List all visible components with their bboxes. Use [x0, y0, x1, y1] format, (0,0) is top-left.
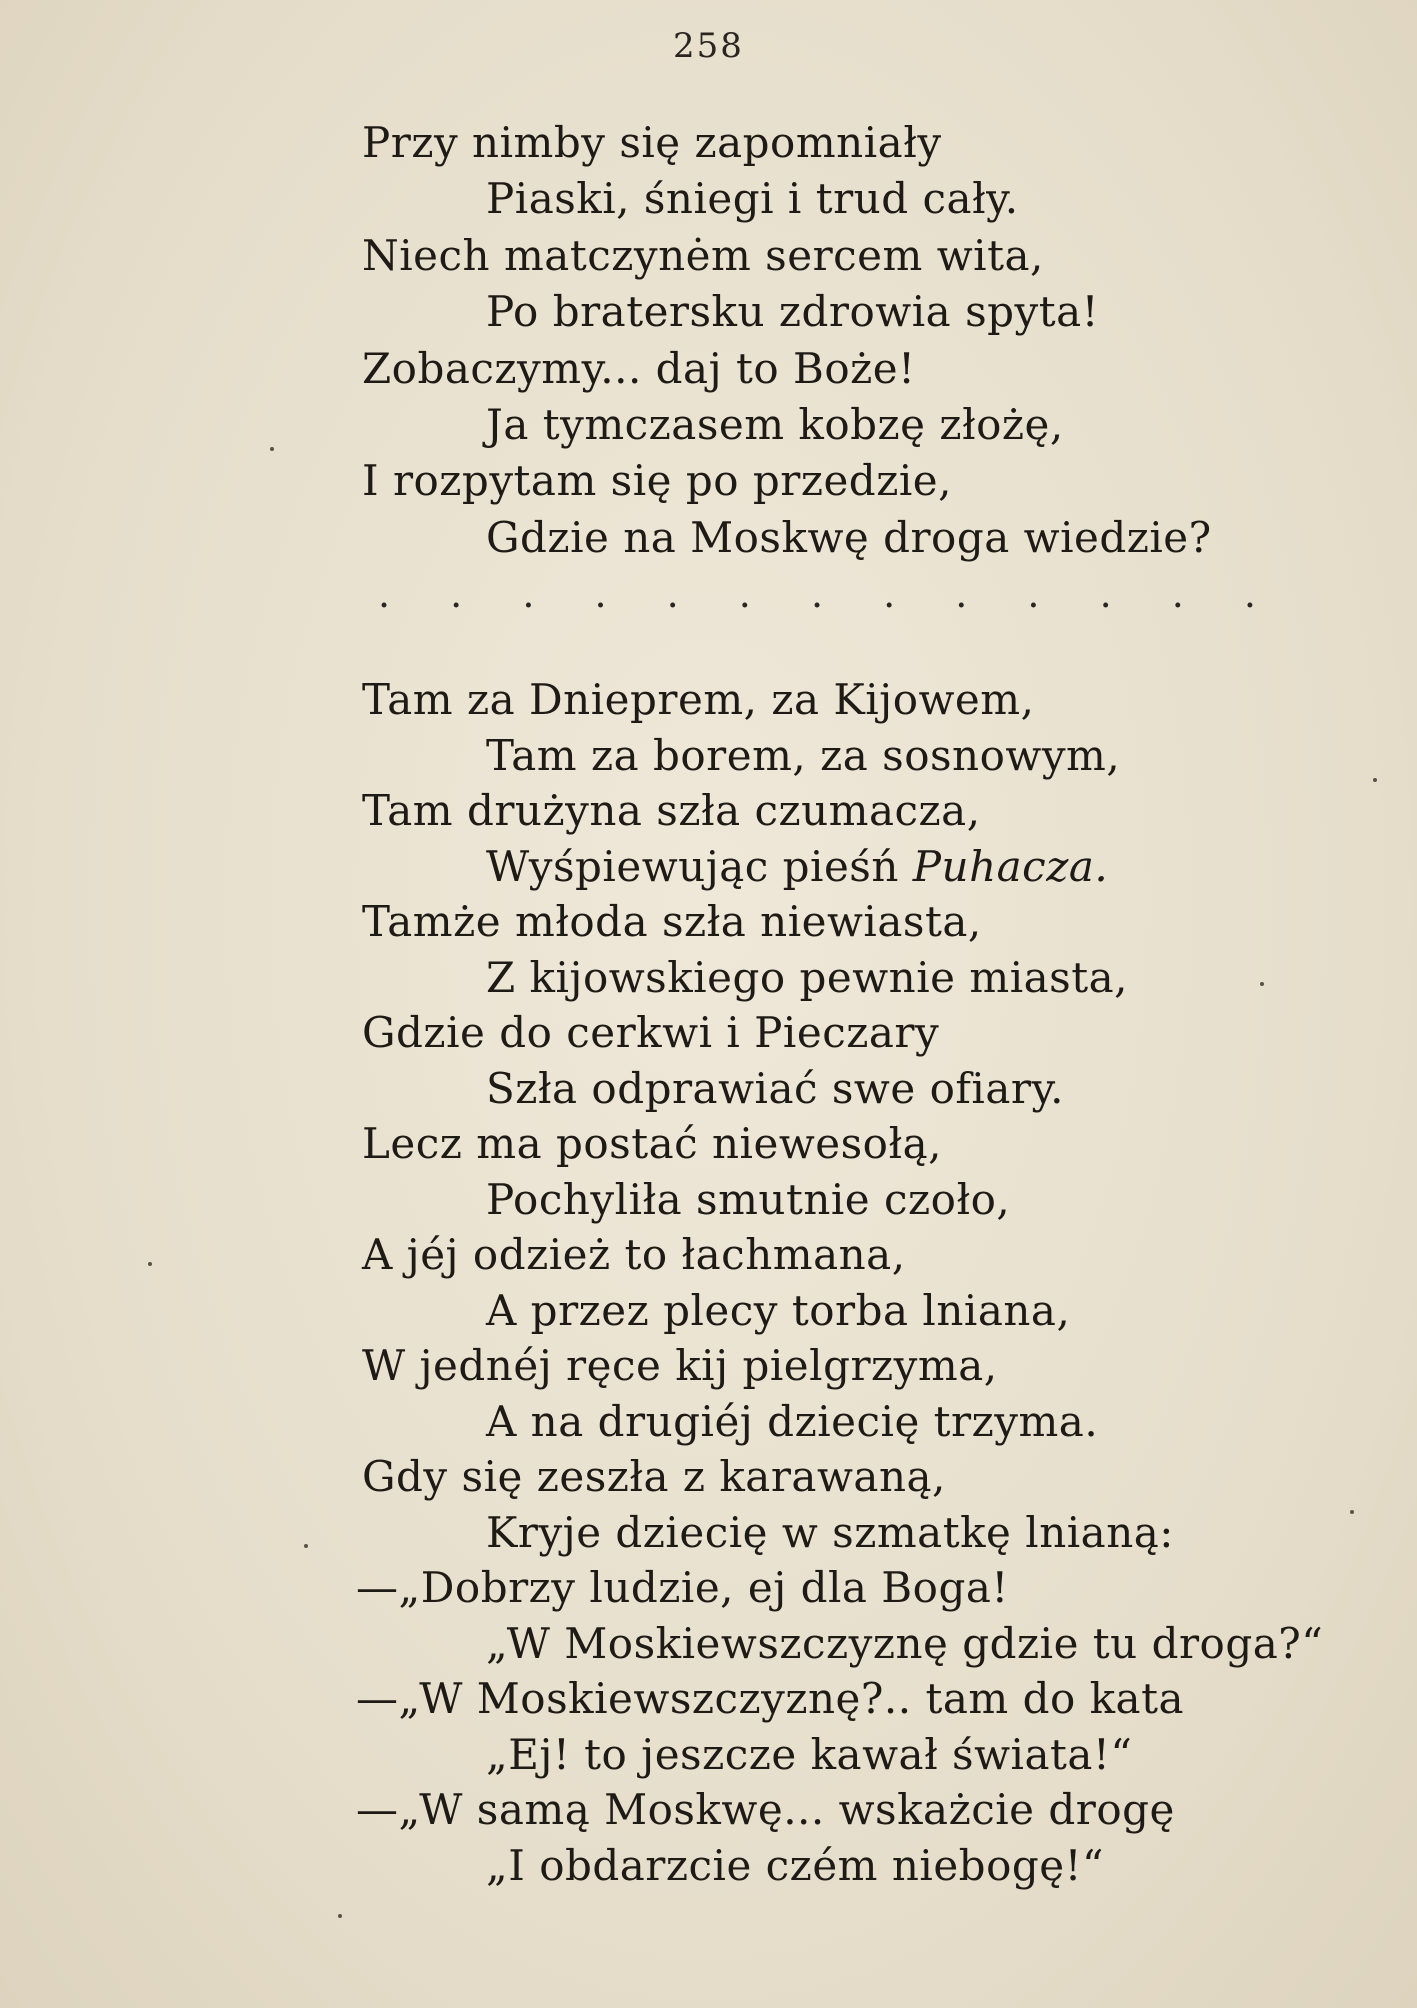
stanza-2 [356, 672, 1382, 1893]
verse-line [362, 1227, 1382, 1283]
verse-line [362, 341, 1382, 397]
verse-line-text: Tam za borem, za sosnowym, [486, 730, 1121, 780]
verse-line [362, 783, 1382, 839]
verse-line-text: Szła odprawiać swe ofiary. [486, 1063, 1064, 1113]
verse-line-text: Po bratersku zdrowia spyta! [486, 287, 1100, 337]
verse-line [362, 1449, 1382, 1505]
verse-line-text: Ja tymczasem kobzę złożę, [486, 399, 1064, 449]
verse-line-text: „W Moskiewszczyznę gdzie tu droga?“ [486, 1618, 1324, 1668]
verse-line [362, 115, 1382, 171]
verse-line-text: Tam za Dnieprem, za Kijowem, [362, 675, 1035, 724]
verse-line-text: Gdzie na Moskwę droga wiedzie? [486, 512, 1212, 562]
verse-line [362, 1061, 1382, 1117]
verse-line [356, 1671, 1382, 1727]
verse-line-italic: Puhacza. [912, 841, 1109, 891]
verse-line-text: Zobaczymy... daj to Boże! [362, 343, 916, 393]
paper-speck [304, 1544, 308, 1548]
verse-line [362, 1838, 1382, 1894]
verse-line [362, 672, 1382, 728]
verse-line-text: I rozpytam się po przedzie, [362, 456, 952, 506]
verse-line [362, 1505, 1382, 1561]
paper-speck [148, 1262, 152, 1266]
verse-line [362, 1005, 1382, 1061]
verse-line [362, 1172, 1382, 1228]
verse-line [362, 1727, 1382, 1783]
verse-line [362, 171, 1382, 227]
paper-speck [270, 447, 274, 451]
paper-speck [1373, 778, 1377, 782]
verse-line-text: —„Dobrzy ludzie, ej dla Boga! [356, 1563, 1009, 1612]
verse-line-text: A przez plecy torba lniana, [486, 1285, 1071, 1335]
verse-line-text: Tamże młoda szła niewiasta, [362, 897, 982, 946]
verse-line [362, 1394, 1382, 1450]
verse-line [362, 728, 1382, 784]
verse-line [362, 1283, 1382, 1339]
verse-line [362, 1116, 1382, 1172]
verse-line [362, 894, 1382, 950]
verse-line-text: A na drugiéj dziecię trzyma. [486, 1396, 1099, 1446]
verse-line-text: Tam drużyna szła czumacza, [362, 786, 981, 835]
verse-line-text: Lecz ma postać niewesołą, [362, 1119, 942, 1168]
verse-line-text: Piaski, śniegi i trud cały. [486, 174, 1019, 224]
verse-line-text: „Ej! to jeszcze kawał świata!“ [486, 1729, 1133, 1779]
verse-line-text: Kryje dziecię w szmatkę lnianą: [486, 1507, 1174, 1557]
paper-speck [338, 1914, 342, 1918]
verse-line-text: Przy nimby się zapomniały [362, 118, 942, 167]
paper-speck [1260, 982, 1264, 986]
verse-line-text: Pochyliła smutnie czoło, [486, 1174, 1011, 1224]
verse-line [362, 228, 1382, 284]
verse-line [356, 1560, 1382, 1616]
verse-line [362, 1338, 1382, 1394]
verse-line [356, 1782, 1382, 1838]
paper-speck [1350, 1510, 1354, 1514]
verse-line [362, 453, 1382, 509]
verse-line [362, 510, 1382, 566]
verse-line [362, 950, 1382, 1006]
page-number: 258 [673, 26, 744, 66]
verse-line-text: —„W Moskiewszczyznę?.. tam do kata [356, 1674, 1185, 1723]
verse-line [362, 284, 1382, 340]
verse-line [362, 839, 1382, 895]
verse-line-text: W jednéj ręce kij pielgrzyma, [362, 1341, 998, 1390]
verse-line-text: —„W samą Moskwę... wskażcie drogę [356, 1785, 1175, 1834]
verse-line-text: „I obdarzcie czém niebogę!“ [486, 1840, 1104, 1890]
verse-line-text: Niech matczynėm sercem wita, [362, 230, 1044, 280]
verse-line-text: Wyśpiewując pieśń [486, 841, 913, 891]
stanza-separator: . . . . . . . . . . . . . [378, 572, 1280, 616]
verse-line-text: A jéj odzież to łachmana, [362, 1230, 906, 1279]
verse-line-text: Gdzie do cerkwi i Pieczary [362, 1008, 940, 1057]
verse-line-text: Gdy się zeszła z karawaną, [362, 1452, 946, 1501]
verse-line [362, 1616, 1382, 1672]
verse-line-text: Z kijowskiego pewnie miasta, [486, 952, 1128, 1002]
stanza-1 [362, 115, 1382, 566]
verse-line [362, 397, 1382, 453]
